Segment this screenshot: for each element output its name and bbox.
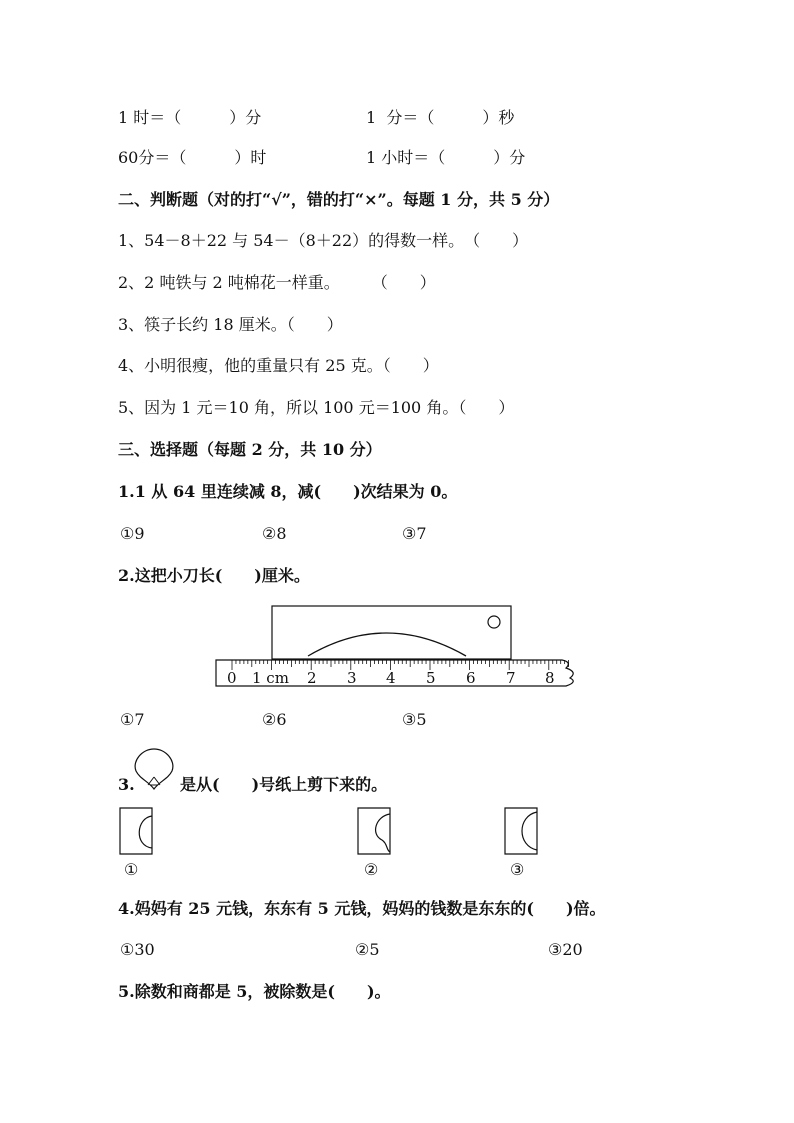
blank-2a: 60分＝（ ）时 (118, 148, 267, 167)
q3-option-1: ① (124, 860, 139, 879)
paper-shape-1-icon (118, 806, 158, 858)
q1-text: 1.1 从 64 里连续减 8，减( )次结果为 0。 (118, 482, 458, 501)
judge-item-4: 4、小明很瘦，他的重量只有 25 克。（ ） (118, 356, 439, 375)
q2-option-3: ③5 (402, 710, 427, 729)
q3-option-3: ③ (510, 860, 525, 879)
knife-ruler-figure (210, 600, 590, 695)
q1-option-3: ③7 (402, 524, 427, 543)
ruler-label-7: 7 (506, 669, 516, 687)
ruler-label-2: 2 (307, 669, 317, 687)
paper-shape-3-icon (503, 806, 543, 858)
ruler-label-0: 0 (227, 669, 237, 687)
judge-item-1: 1、54－8＋22 与 54－（8＋22）的得数一样。 （ ） (118, 231, 529, 250)
q3-prefix: 3. (118, 775, 135, 794)
ruler-label-5: 5 (426, 669, 436, 687)
knife-hole-icon (488, 616, 500, 628)
q2-option-1: ①7 (120, 710, 145, 729)
blank-2b: 1 小时＝（ ）分 (366, 148, 526, 167)
cut-shape-icon (130, 745, 180, 797)
q1-option-1: ①9 (120, 524, 145, 543)
q1-option-2: ②8 (262, 524, 287, 543)
q2-option-2: ②6 (262, 710, 287, 729)
q2-text: 2.这把小刀长( )厘米。 (118, 566, 310, 585)
blank-1b: 1 分＝（ ）秒 (366, 108, 515, 127)
judge-item-3: 3、筷子长约 18 厘米。（ ） (118, 315, 343, 334)
ruler-label-6: 6 (466, 669, 476, 687)
q4-option-2: ②5 (355, 940, 380, 959)
blank-1a: 1 时＝（ ）分 (118, 108, 262, 127)
q3-text: 是从( )号纸上剪下来的。 (180, 775, 388, 794)
ruler-label-4: 4 (386, 669, 396, 687)
q4-option-1: ①30 (120, 940, 155, 959)
ruler-label-8: 8 (545, 669, 555, 687)
ruler-label-3: 3 (347, 669, 357, 687)
q4-option-3: ③20 (548, 940, 583, 959)
judge-item-2: 2、2 吨铁与 2 吨棉花一样重。 （ ） (118, 273, 436, 292)
q4-text: 4.妈妈有 25 元钱，东东有 5 元钱，妈妈的钱数是东东的( )倍。 (118, 899, 606, 918)
ruler-label-1: 1 cm (252, 669, 289, 687)
section3-heading: 三、选择题（每题 2 分，共 10 分） (118, 440, 382, 459)
q3-option-2: ② (364, 860, 379, 879)
section2-heading: 二、判断题（对的打“√”，错的打“×”。每题 1 分，共 5 分） (118, 190, 560, 209)
q5-text: 5.除数和商都是 5，被除数是( )。 (118, 982, 391, 1001)
judge-item-5: 5、因为 1 元＝10 角，所以 100 元＝100 角。（ ） (118, 398, 515, 417)
paper-shape-2-icon (356, 806, 396, 858)
